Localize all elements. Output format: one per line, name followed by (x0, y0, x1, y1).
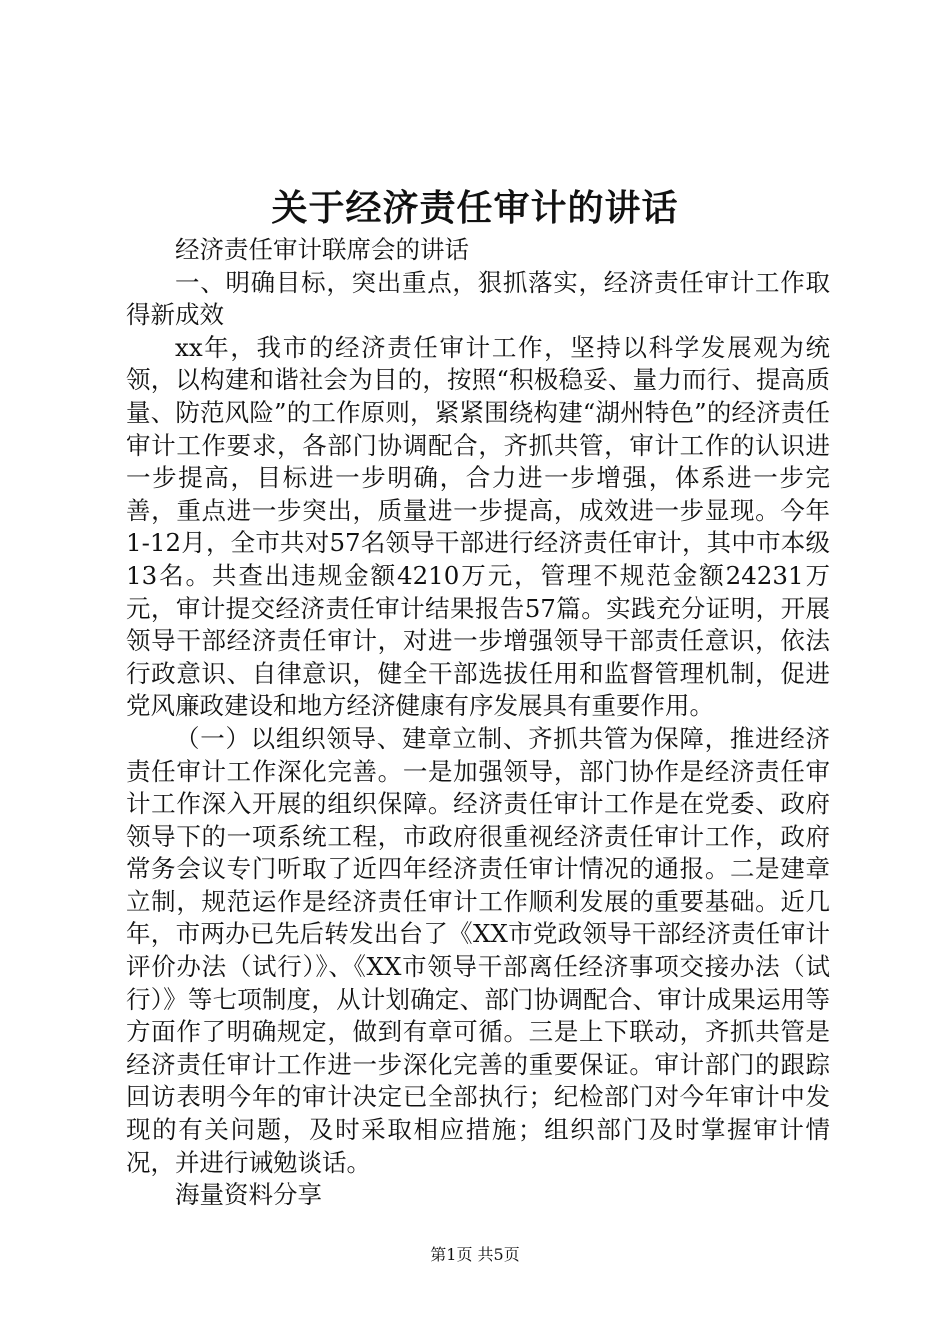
document-body (126, 234, 830, 1212)
paragraph-subtitle: 经济责任审计联席会的讲话 (175, 235, 469, 264)
paragraph-closing-note: 海量资料分享 (175, 1180, 322, 1210)
paragraph-section-heading: 一、明确目标，突出重点，狠抓落实，经济责任审计工作取得新成效 (126, 267, 830, 330)
document-title: 关于经济责任审计的讲话 (271, 187, 679, 229)
paragraph-subsection-one: （一）以组织领导、建章立制、齐抓共管为保障，推进经济责任审计工作深化完善。一是加强领导，部门协作是经济责任审计工作深入开展的组织保障。经济责任审计工作是在党委、政府领导下的一项系统工程，市政府很重视经济责任审计工作，政府常务会议专门听取了近四年经济责任审计情况的通报。二是建章立制，规范运作是经济责任审计工作顺利发展的重要基础。近几年，市两办已先后转发出台了《XX市党政领导干部经济责任审计评价办法（试行）》、《XX市领导干部离任经济事项交接办法（试行）》等七项制度，从计划确定、部门协调配合、审计成果运用等方面作了明确规定，做到有章可循。三是上下联动，齐抓共管是经济责任审计工作进一步深化完善的重要保证。审计部门的跟踪回访表明今年的审计决定已全部执行；纪检部门对今年审计中发现的有关问题，及时采取相应措施；组织部门及时掌握审计情况，并进行诫勉谈话。 (126, 723, 830, 1177)
page-indicator: 第1页 共5页 (430, 1245, 520, 1264)
paragraph-summary: xx年，我市的经济责任审计工作，坚持以科学发展观为统领，以构建和谐社会为目的，按照“积极稳妥、量力而行、提高质量、防范风险”的工作原则，紧紧围绕构建“湖州特色”的经济责任审计工作要求，各部门协调配合，齐抓共管，审计工作的认识进一步提高，目标进一步明确，合力进一步增强，体系进一步完善，重点进一步突出，质量进一步提高，成效进一步显现。今年1-12月，全市共对57名领导干部进行经济责任审计，其中市本级13名。共查出违规金额4210万元，管理不规范金额24231万元，审计提交经济责任审计结果报告57篇。实践充分证明，开展领导干部经济责任审计，对进一步增强领导干部责任意识，依法行政意识、自律意识，健全干部选拔任用和监督管理机制，促进党风廉政建设和地方经济健康有序发展具有重要作用。 (126, 332, 830, 721)
